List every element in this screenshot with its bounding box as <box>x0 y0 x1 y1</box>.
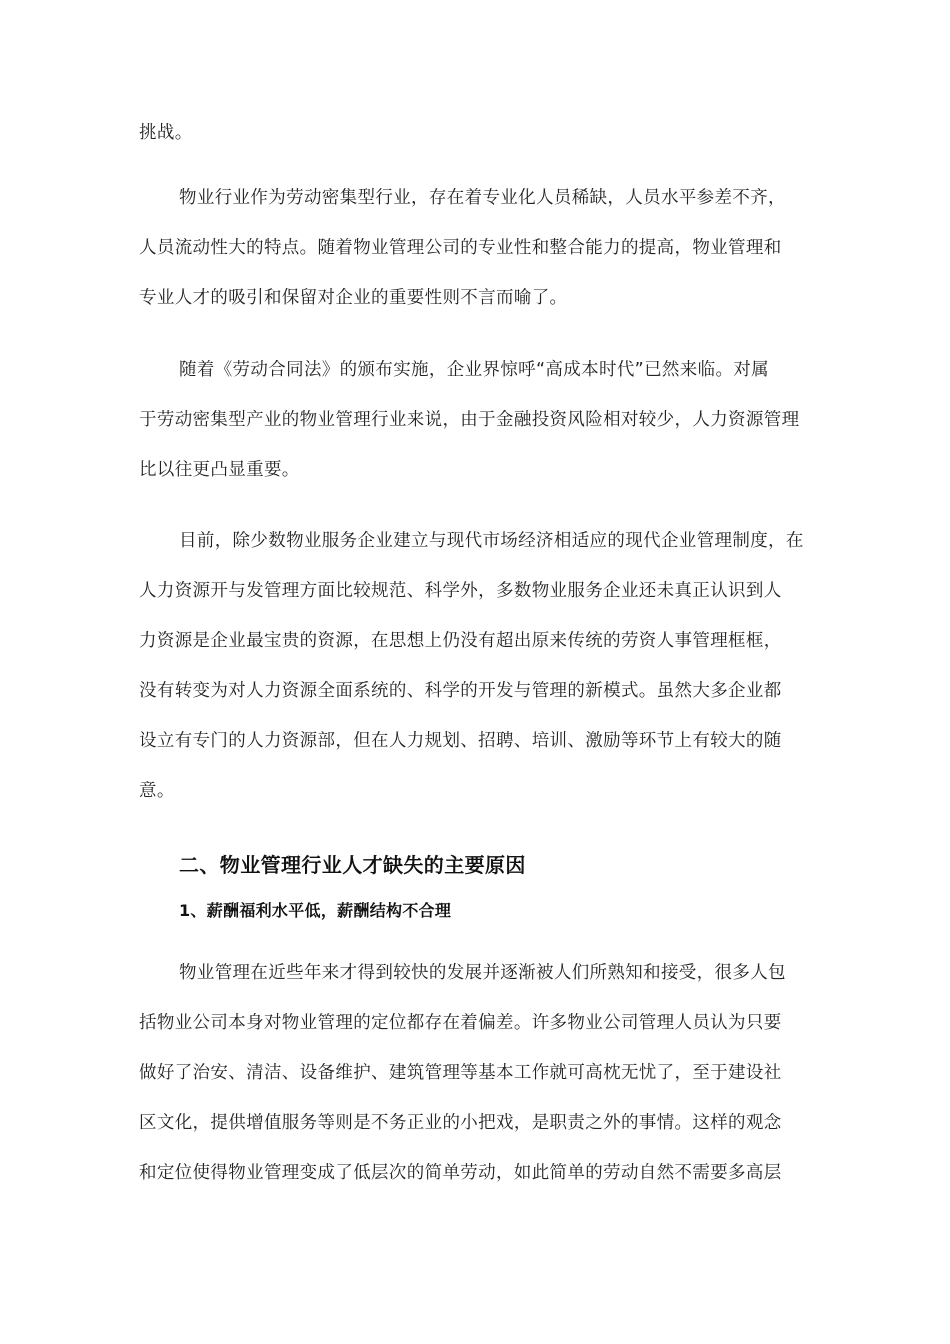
paragraph-line: 设立有专门的人力资源部，但在人力规划、招聘、培训、激励等环节上有较大的随 <box>139 731 782 751</box>
paragraph-line: 做好了治安、清洁、设备维护、建筑管理等基本工作就可高枕无忧了，至于建设社 <box>139 1063 782 1083</box>
paragraph-line: 力资源是企业最宝贵的资源，在思想上仍没有超出原来传统的劳资人事管理框框， <box>139 631 782 651</box>
paragraph-line: 于劳动密集型产业的物业管理行业来说，由于金融投资风险相对较少，人力资源管理 <box>139 410 800 430</box>
paragraph-line: 专业人才的吸引和保留对企业的重要性则不言而喻了。 <box>139 288 568 308</box>
paragraph-line: 物业管理在近些年来才得到较快的发展并逐渐被人们所熟知和接受，很多人包 <box>179 963 786 983</box>
subsection-heading: 1、薪酬福利水平低，薪酬结构不合理 <box>179 901 452 920</box>
paragraph-line: 物业行业作为劳动密集型行业，存在着专业化人员稀缺，人员水平参差不齐， <box>179 188 786 208</box>
paragraph-line: 人力资源开与发管理方面比较规范、科学外，多数物业服务企业还未真正认识到人 <box>139 581 782 601</box>
paragraph-line: 和定位使得物业管理变成了低层次的简单劳动，如此简单的劳动自然不需要多高层 <box>139 1163 782 1183</box>
paragraph-line: 没有转变为对人力资源全面系统的、科学的开发与管理的新模式。虽然大多企业都 <box>139 681 782 701</box>
paragraph-line: 括物业公司本身对物业管理的定位都存在着偏差。许多物业公司管理人员认为只要 <box>139 1013 782 1033</box>
paragraph-line: 比以往更凸显重要。 <box>139 460 300 480</box>
paragraph-line: 目前，除少数物业服务企业建立与现代市场经济相适应的现代企业管理制度，在 <box>179 531 804 551</box>
paragraph-line: 挑战。 <box>139 123 193 143</box>
paragraph-line: 意。 <box>139 781 175 801</box>
paragraph-line: 随着《劳动合同法》的颁布实施，企业界惊呼“高成本时代”已然来临。对属 <box>179 360 770 380</box>
paragraph-line: 人员流动性大的特点。随着物业管理公司的专业性和整合能力的提高，物业管理和 <box>139 238 782 258</box>
section-heading: 二、物业管理行业人才缺失的主要原因 <box>179 853 526 877</box>
paragraph-line: 区文化，提供增值服务等则是不务正业的小把戏，是职责之外的事情。这样的观念 <box>139 1113 782 1133</box>
